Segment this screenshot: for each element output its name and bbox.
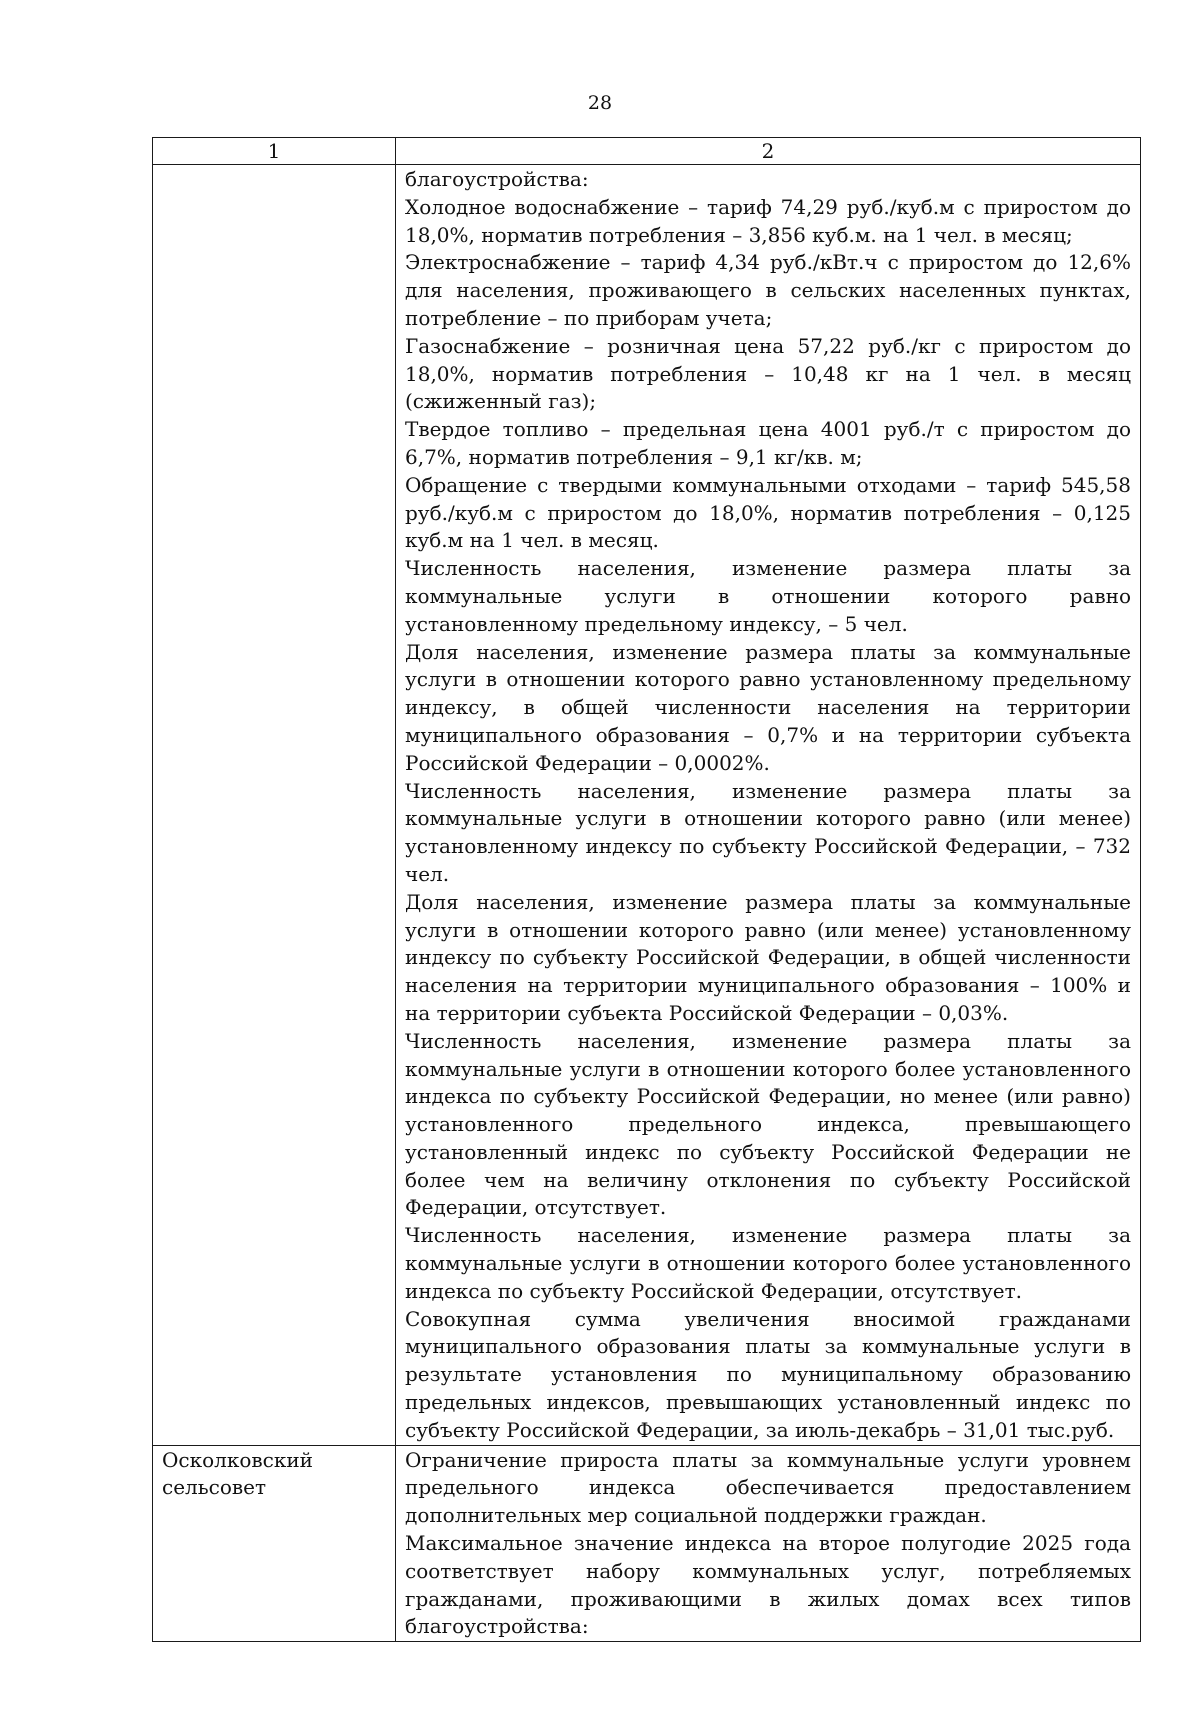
description-cell <box>396 165 1141 1446</box>
table-row <box>153 165 1141 1446</box>
paragraph: Численность населения, изменение размера платы за коммунальные услуги в отношении которого более установленного индекса по субъекту Российской Федерации, но менее (или равно) установленного предельного индекса, превышающего установленный индекс по субъекту Российской Федерации не более чем на величину отклонения по субъекту Российской Федерации, отсутствует. <box>405 1028 1131 1220</box>
paragraph: Обращение с твердыми коммунальными отходами – тариф 545,58 руб./куб.м с приростом до 18,0%, норматив потребления – 0,125 куб.м на 1 чел. в месяц. <box>405 472 1131 553</box>
paragraph: Доля населения, изменение размера платы за коммунальные услуги в отношении которого равно (или менее) установленному индексу по субъекту Российской Федерации, в общей численности населения на территории муниципального образования – 100% и на территории субъекта Российской Федерации – 0,03%. <box>405 889 1131 1025</box>
region-cell <box>153 1445 396 1642</box>
column-header-2: 2 <box>396 138 1141 165</box>
region-cell <box>153 165 396 1446</box>
paragraph: Твердое топливо – предельная цена 4001 руб./т с приростом до 6,7%, норматив потребления – 9,1 кг/кв. м; <box>405 417 1131 469</box>
paragraph: Газоснабжение – розничная цена 57,22 руб./кг с приростом до 18,0%, норматив потребления – 10,48 кг на 1 чел. в месяц (сжиженный газ); <box>405 333 1131 414</box>
column-header-1: 1 <box>153 138 396 165</box>
paragraph: Электроснабжение – тариф 4,34 руб./кВт.ч с приростом до 12,6% для населения, проживающего в сельских населенных пунктах, потребление – по приборам учета; <box>405 250 1131 330</box>
paragraph: Численность населения, изменение размера платы за коммунальные услуги в отношении которого равно установленному предельному индексу, – 5 чел. <box>405 556 1131 636</box>
paragraph: Холодное водоснабжение – тариф 74,29 руб./куб.м с приростом до 18,0%, норматив потребления – 3,856 куб.м. на 1 чел. в месяц; <box>405 194 1131 247</box>
paragraph: Совокупная сумма увеличения вносимой гражданами муниципального образования платы за коммунальные услуги в результате установления по муниципальному образованию предельных индексов, превышающих установленный индекс по субъекту Российской Федерации, за июль-декабрь – 31,01 тыс.руб. <box>405 1306 1131 1442</box>
description-cell <box>396 1445 1141 1642</box>
paragraph: Максимальное значение индекса на второе полугодие 2025 года соответствует набору коммунальных услуг, потребляемых гражданами, проживающими в жилых домах всех типов благоустройства: <box>405 1531 1131 1639</box>
region-name: Осколковский сельсовет <box>162 1447 314 1500</box>
paragraph: благоустройства: <box>405 167 589 191</box>
paragraph: Численность населения, изменение размера платы за коммунальные услуги в отношении которого равно (или менее) установленному индексу по субъекту Российской Федерации, – 732 чел. <box>405 778 1131 886</box>
table-header-row <box>153 138 1141 165</box>
paragraph: Доля населения, изменение размера платы за коммунальные услуги в отношении которого равно установленному предельному индексу, в общей численности населения на территории муниципального образования – 0,7% и на территории субъекта Российской Федерации – 0,0002%. <box>405 639 1131 775</box>
table-row <box>153 1445 1141 1642</box>
page-number: 28 <box>587 92 613 114</box>
paragraph: Ограничение прироста платы за коммунальные услуги уровнем предельного индекса обеспечивается предоставлением дополнительных мер социальной поддержки граждан. <box>405 1447 1131 1528</box>
paragraph: Численность населения, изменение размера платы за коммунальные услуги в отношении которого более установленного индекса по субъекту Российской Федерации, отсутствует. <box>405 1223 1131 1303</box>
tariff-table <box>152 137 1141 1642</box>
